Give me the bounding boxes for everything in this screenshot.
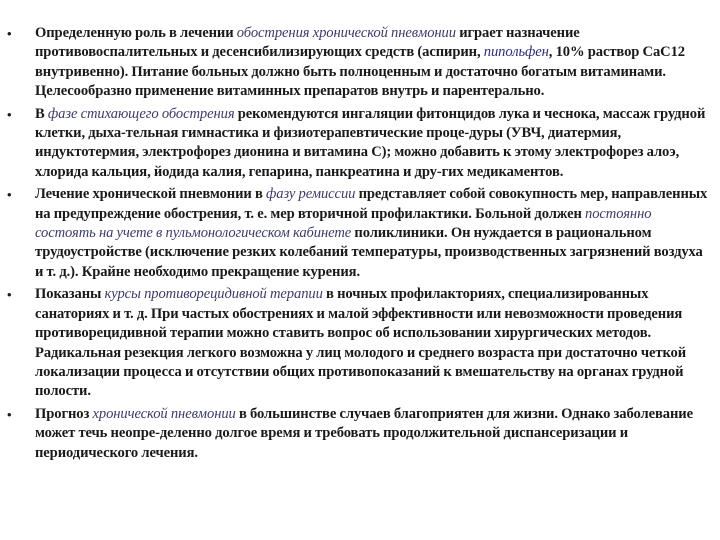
item-text: , 10% раствор СаС12 внутривенно). Питание больных должно быть полноценным и достаточно богатым витаминами. Целесообразно применение витаминных препаратов внутрь и парентерально. [35, 44, 686, 100]
term-anti-relapse-therapy: курсы противорецидивной терапии [104, 286, 323, 303]
bullet-list [0, 24, 720, 463]
bullet-item-prognosis [0, 405, 720, 463]
bullet-dot-icon: • [7, 187, 12, 203]
item-text: Прогноз [35, 405, 93, 422]
term-chronic-pneumonia: хронической пневмонии [92, 405, 236, 422]
item-text: играет назначение противовоспалительных и десенсибилизирующих средств (аспирин, [35, 25, 580, 61]
item-text: представляет собой совокупность мер, направленных на предупреждение обострения, т. е. мер вторичной профилактики. Больной должен [35, 186, 708, 222]
bullet-item-subsiding-phase [0, 105, 720, 183]
bullet-dot-icon: • [7, 406, 12, 422]
item-text: в большинстве случаев благоприятен для жизни. Однако заболевание может течь неопре-деленно долгое время и требовать продолжительной диспансеризации и периодического лечения. [35, 405, 693, 461]
item-text: В [35, 105, 48, 122]
bullet-dot-icon: • [7, 26, 12, 41]
term-remission-phase: фазу ремиссии [265, 186, 356, 203]
item-text: рекомендуются ингаляции фитонцидов лука и чеснока, массаж грудной клетки, дыха-тельная гимнастика и физиотерапевтические проце-дуры (УВЧ, диатермия, индуктотермия, электрофорез дионина и витамина С); можно добавить к этому электрофорез алоэ, хлорида кальция, йодида калия, гепарина, панкреатина и дру-гих медикаментов. [35, 105, 706, 180]
term-subsiding-phase: фазе стихающего обострения [47, 105, 235, 122]
term-exacerbation: обострения хронической пневмонии [236, 25, 456, 41]
bullet-item-acute-treatment [0, 24, 720, 102]
bullet-item-anti-relapse [0, 285, 720, 401]
bullet-dot-icon: • [7, 106, 12, 122]
item-text: Показаны [35, 286, 105, 303]
item-text: поликлиники. Он нуждается в рациональном трудоустройстве (исключение резких колебаний температуры, производственных загрязнений воздуха и т. д.). Крайне необходимо прекращение курения. [35, 225, 703, 280]
bullet-dot-icon: • [7, 287, 12, 303]
term-drug-pipolfen: пипольфен [483, 44, 549, 61]
bullet-item-remission [0, 185, 720, 282]
item-text: Лечение хронической пневмонии в [35, 186, 266, 203]
item-text: в ночных профилакториях, специализированных санаториях и т. д. При частых обострениях и малой эффективности или невозможности проведения противорецидивной терапии можно ставить вопрос об использовании хирургических методов. Радикальная резекция легкого возможна у лиц молодого и среднего возраста при достаточно четкой локализации процесса и отсутствии общих противопоказаний к вмешательству на органах грудной полости. [35, 286, 687, 400]
item-text: Определенную роль в лечении [35, 25, 237, 41]
term-pulmonology-registration: постоянно состоять на учете в пульмонологическом кабинете [35, 205, 652, 242]
